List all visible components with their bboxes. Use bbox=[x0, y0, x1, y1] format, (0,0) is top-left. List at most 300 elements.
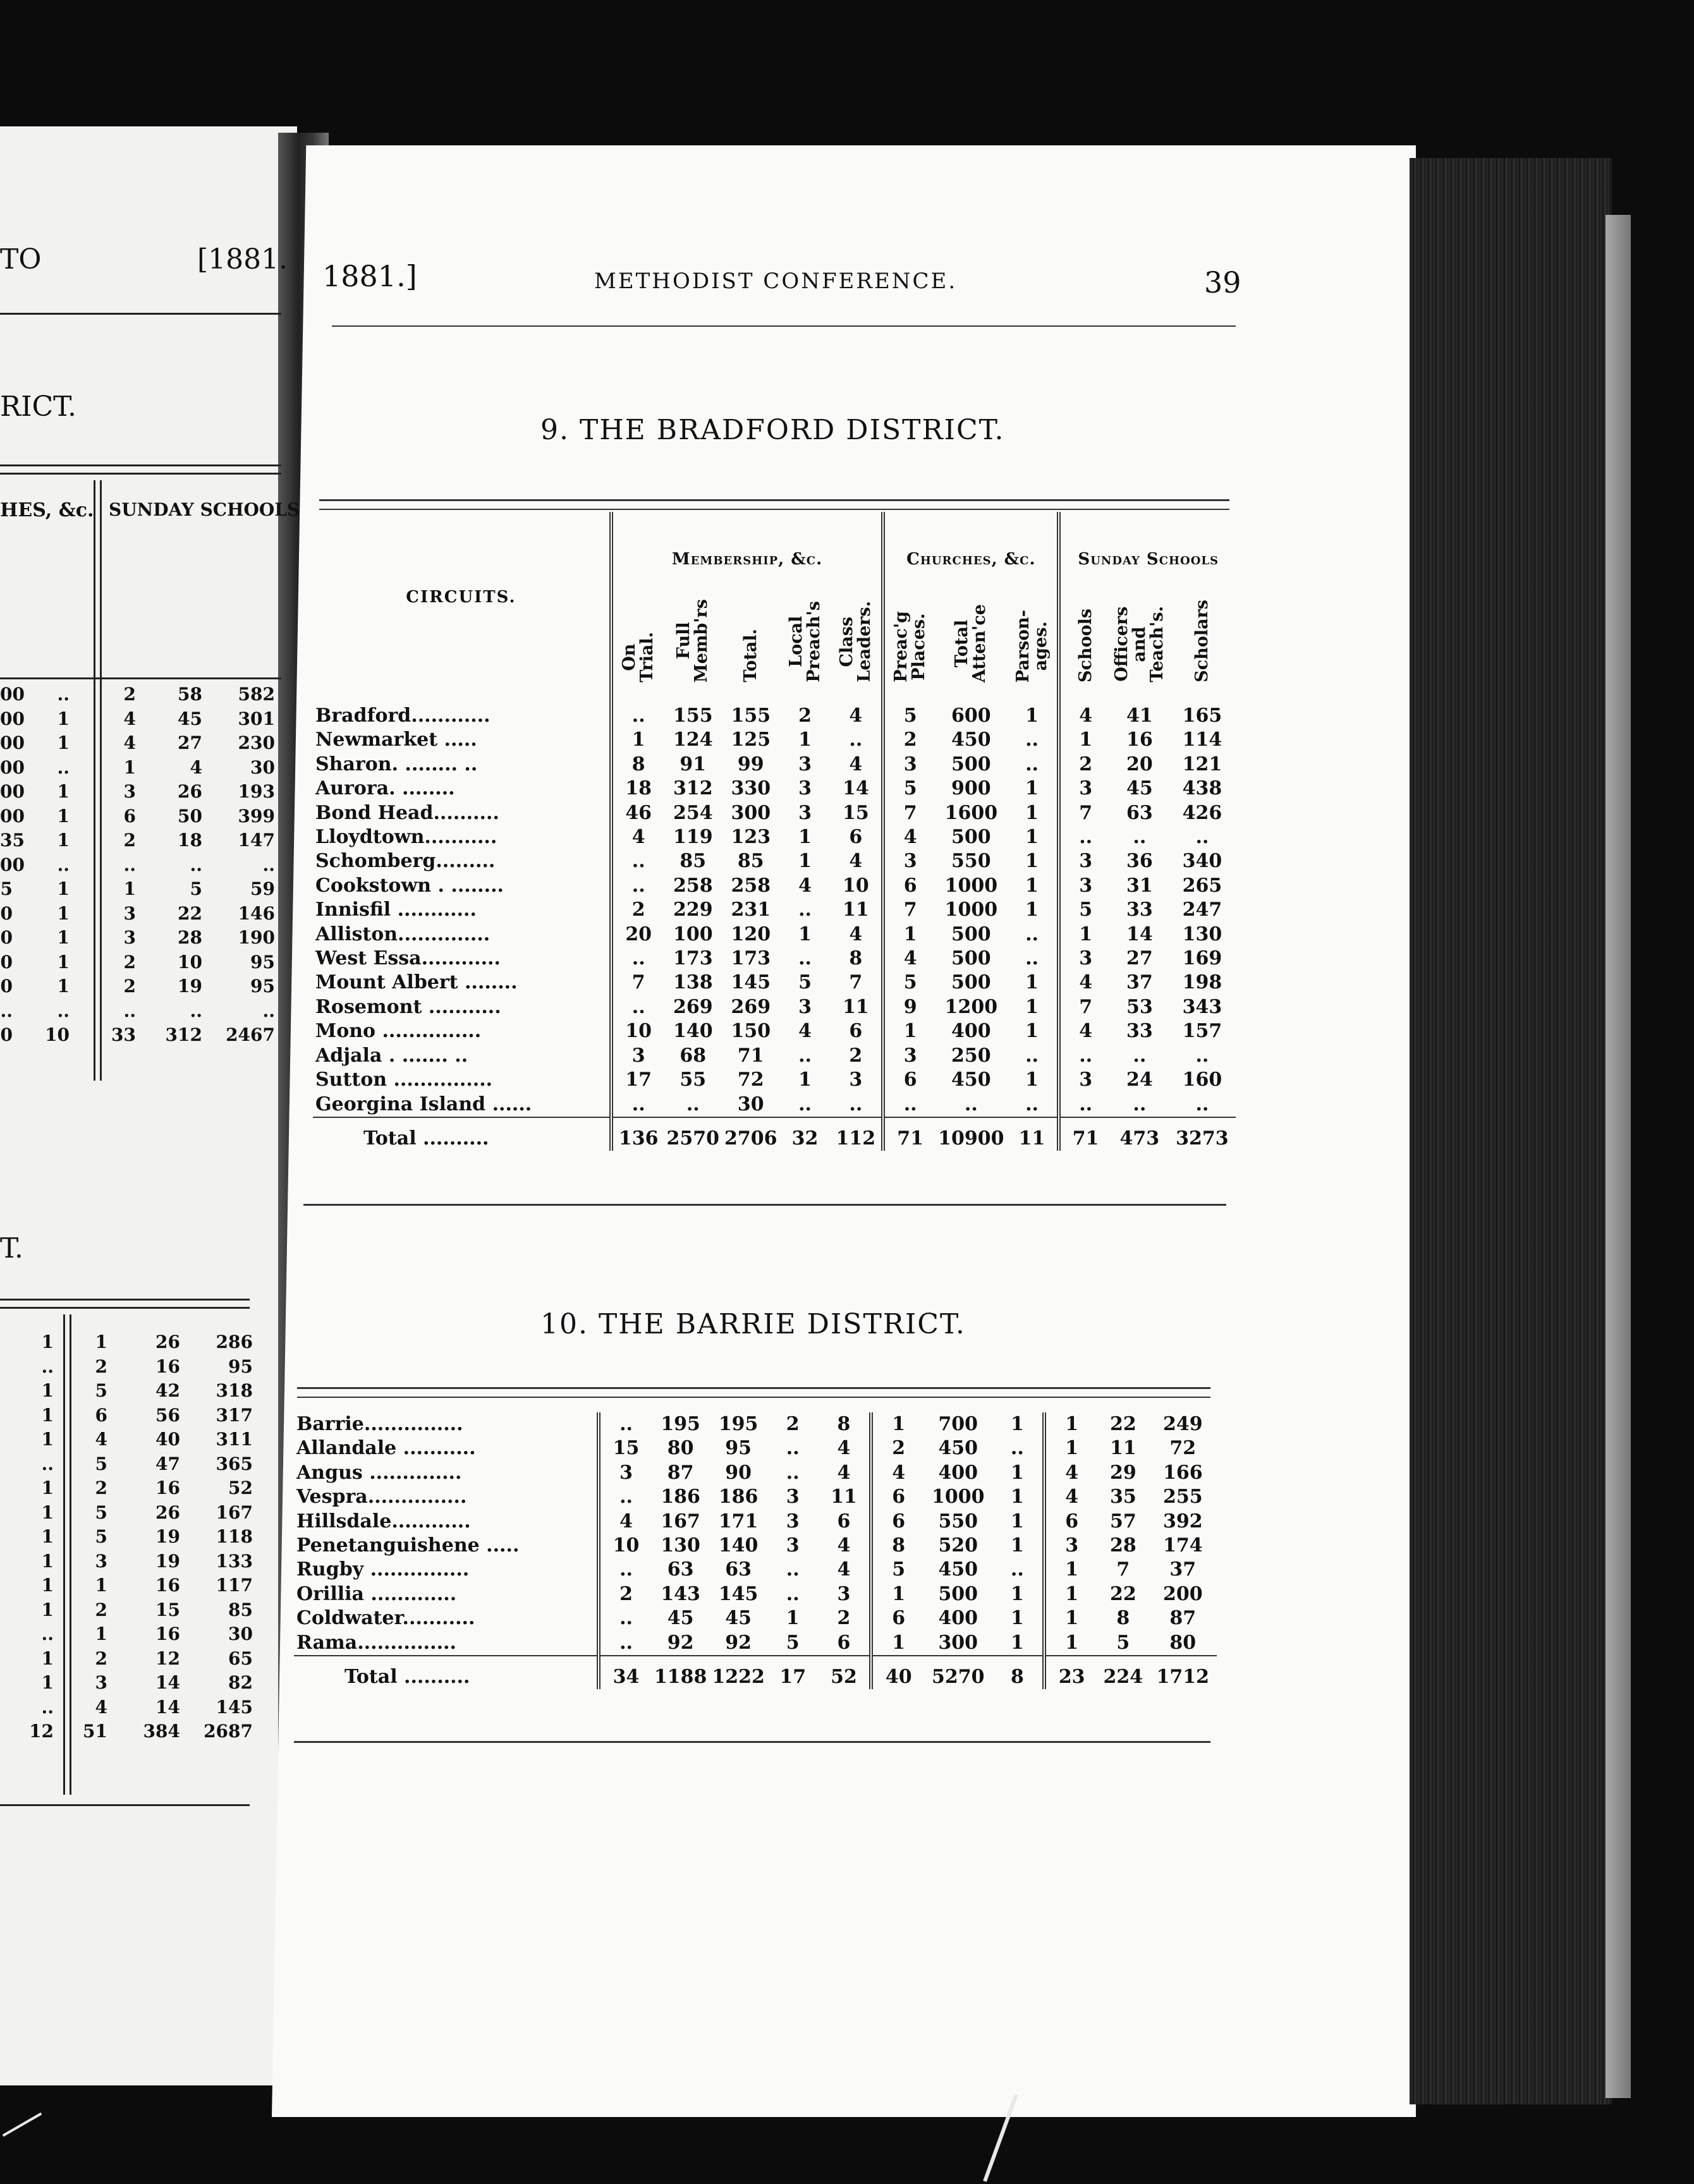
table-cell: 123 bbox=[731, 826, 771, 849]
circuit-name: Rosemont ........... bbox=[313, 995, 611, 1019]
table-cell: 3 bbox=[1079, 1069, 1093, 1091]
table-cell: 265 bbox=[1182, 874, 1222, 897]
table-cell: 1 bbox=[1007, 874, 1059, 898]
table-cell: .. bbox=[786, 1437, 800, 1460]
total-cell: 3273 bbox=[1169, 1117, 1236, 1151]
table-cell: .. bbox=[631, 947, 645, 970]
header-rule bbox=[332, 325, 1236, 327]
table-cell: 35 bbox=[1109, 1486, 1136, 1508]
table-cell: 300 bbox=[731, 801, 771, 824]
table-cell: 6 bbox=[892, 1486, 906, 1508]
table-cell: 90 bbox=[725, 1461, 752, 1484]
table-cell: 1 bbox=[1079, 729, 1093, 751]
table-cell: 258 bbox=[731, 874, 771, 897]
circuit-name: Schomberg......... bbox=[313, 849, 611, 873]
table-cell: 4 bbox=[619, 1510, 633, 1532]
table-cell: 700 bbox=[938, 1413, 978, 1435]
table-cell: 87 bbox=[667, 1461, 694, 1484]
column-heading bbox=[611, 569, 664, 682]
table-cell: 14 bbox=[1126, 923, 1153, 945]
total-cell: 23 bbox=[1044, 1656, 1097, 1689]
table-cell: 1 bbox=[903, 1020, 917, 1043]
circuit-name: Lloydtown........... bbox=[313, 825, 611, 849]
circuit-name: Adjala . ....... .. bbox=[313, 1044, 611, 1068]
table-cell: .. bbox=[1133, 1044, 1147, 1067]
table-cell: 37 bbox=[1126, 971, 1153, 994]
column-heading bbox=[1111, 569, 1169, 682]
table-cell: 63 bbox=[725, 1558, 752, 1581]
sunday-schools-heading: Sunday Schools bbox=[1078, 550, 1219, 569]
table-cell: 72 bbox=[1169, 1437, 1197, 1460]
left-col-parsonages: .. 1 1 .. 1 1 1 .. 1 1 1 1 1 .. 10 bbox=[45, 684, 70, 1045]
table-cell: 99 bbox=[737, 753, 764, 775]
table-cell: 550 bbox=[938, 1510, 978, 1532]
column-heading bbox=[780, 569, 831, 682]
column-heading bbox=[1169, 569, 1236, 682]
table-row bbox=[313, 728, 1236, 752]
circuit-name: Rama............... bbox=[294, 1631, 599, 1656]
circuit-name: Bradford............ bbox=[313, 682, 611, 728]
table-row bbox=[294, 1436, 1217, 1460]
left2-col-parsonages: 1 .. 1 1 1 .. 1 1 1 1 1 1 .. 1 1 .. 12 bbox=[29, 1332, 54, 1742]
table-cell: 92 bbox=[667, 1631, 694, 1654]
table-cell: 8 bbox=[631, 753, 645, 775]
table-cell: 5 bbox=[903, 705, 917, 727]
table-cell: 450 bbox=[951, 1069, 991, 1091]
table-cell: 1600 bbox=[944, 801, 998, 824]
table-top-rule bbox=[297, 1387, 1210, 1389]
table-cell: 600 bbox=[951, 705, 991, 727]
table-cell: 2 bbox=[892, 1437, 906, 1460]
total-cell: 136 bbox=[611, 1117, 664, 1151]
table-row bbox=[294, 1631, 1217, 1656]
table-cell: 7 bbox=[1079, 995, 1093, 1018]
table-cell: 1000 bbox=[932, 1486, 985, 1508]
barrie-title: 10. THE BARRIE DISTRICT. bbox=[540, 1308, 966, 1340]
table-cell: 229 bbox=[673, 899, 713, 921]
membership-heading: Membership, &c. bbox=[611, 512, 883, 569]
bradford-table bbox=[313, 512, 1236, 1151]
table-cell: 450 bbox=[938, 1437, 978, 1460]
table-cell: 2 bbox=[903, 729, 917, 751]
stray-mark bbox=[3, 2113, 42, 2137]
table-cell: 3 bbox=[798, 753, 812, 775]
table-cell: 18 bbox=[625, 777, 652, 800]
table-cell: 28 bbox=[1109, 1534, 1136, 1557]
table-cell: 10 bbox=[831, 874, 884, 898]
table-cell: 4 bbox=[1079, 1020, 1093, 1043]
table-cell: 1 bbox=[992, 1582, 1044, 1606]
total-cell: 34 bbox=[599, 1656, 652, 1689]
table-cell: 4 bbox=[1079, 705, 1093, 727]
table-cell: 45 bbox=[725, 1607, 752, 1630]
table-cell: 140 bbox=[673, 1020, 713, 1043]
table-cell: 167 bbox=[661, 1510, 700, 1532]
table-cell: 6 bbox=[903, 874, 917, 897]
table-cell: .. bbox=[798, 947, 812, 970]
table-row bbox=[313, 971, 1236, 995]
table-cell: 186 bbox=[718, 1486, 759, 1508]
table-cell: 330 bbox=[731, 777, 771, 800]
table-cell: 1 bbox=[1007, 825, 1059, 849]
table-cell: 11 bbox=[819, 1485, 872, 1509]
table-cell: 71 bbox=[737, 1044, 764, 1067]
table-cell: .. bbox=[619, 1631, 633, 1654]
table-cell: .. bbox=[1195, 826, 1209, 849]
table-cell: 1 bbox=[992, 1631, 1044, 1656]
table-cell: 11 bbox=[1109, 1437, 1136, 1460]
total-cell: 8 bbox=[992, 1656, 1044, 1689]
table-cell: 36 bbox=[1126, 850, 1153, 873]
table-cell: 1 bbox=[992, 1606, 1044, 1630]
table-cell: 1 bbox=[992, 1485, 1044, 1509]
table-cell: 5 bbox=[903, 777, 917, 800]
table-cell: 157 bbox=[1182, 1020, 1222, 1043]
table-cell: 171 bbox=[718, 1510, 759, 1532]
table-cell: 4 bbox=[903, 826, 917, 849]
table-cell: 1 bbox=[631, 729, 645, 751]
table-row bbox=[313, 947, 1236, 971]
column-heading-label: Local Preach's bbox=[786, 601, 824, 682]
table-cell: 1 bbox=[1007, 777, 1059, 801]
table-cell: 80 bbox=[667, 1437, 694, 1460]
table-cell: 7 bbox=[831, 971, 884, 995]
table-cell: 3 bbox=[819, 1582, 872, 1606]
table-cell: 6 bbox=[819, 1631, 872, 1656]
left-table-rule bbox=[0, 473, 281, 475]
table-cell: 143 bbox=[661, 1582, 700, 1605]
left-table-rule bbox=[0, 464, 281, 466]
table-cell: .. bbox=[631, 1093, 645, 1115]
total-cell: 11 bbox=[1007, 1117, 1059, 1151]
left-col-scholars: 582 301 230 30 193 399 147 .. 59 146 190 95 95 .. 2467 bbox=[226, 684, 275, 1045]
table-cell: 450 bbox=[951, 729, 991, 751]
table-cell: 343 bbox=[1182, 995, 1222, 1018]
table-row bbox=[294, 1582, 1217, 1606]
table-cell: 4 bbox=[1079, 971, 1093, 994]
table-cell: 145 bbox=[718, 1582, 759, 1605]
total-cell: 17 bbox=[767, 1656, 819, 1689]
table-cell: 500 bbox=[951, 826, 991, 849]
table-cell: 4 bbox=[1065, 1486, 1079, 1508]
table-cell: 195 bbox=[718, 1413, 759, 1435]
column-heading bbox=[883, 569, 935, 682]
circuit-name: Innisfil ............ bbox=[313, 898, 611, 922]
table-row bbox=[313, 995, 1236, 1019]
table-cell: 166 bbox=[1162, 1461, 1203, 1484]
table-cell: .. bbox=[619, 1486, 633, 1508]
circuit-name: Rugby ............... bbox=[294, 1558, 599, 1582]
table-top-rule bbox=[319, 509, 1229, 510]
table-cell: .. bbox=[964, 1093, 978, 1115]
table-cell: 4 bbox=[903, 947, 917, 970]
circuit-name: Allandale ........... bbox=[294, 1436, 599, 1460]
column-heading-label: Total. bbox=[740, 629, 760, 682]
bradford-title: 9. THE BRADFORD DISTRICT. bbox=[540, 414, 1005, 446]
table-cell: 1 bbox=[892, 1631, 906, 1654]
table-cell: 3 bbox=[619, 1461, 633, 1484]
total-cell: 10900 bbox=[935, 1117, 1006, 1151]
table-cell: 33 bbox=[1126, 1020, 1153, 1043]
table-cell: .. bbox=[786, 1582, 800, 1605]
table-cell: 11 bbox=[831, 995, 884, 1019]
table-cell: 3 bbox=[1065, 1534, 1079, 1557]
table-row bbox=[313, 874, 1236, 898]
table-cell: 7 bbox=[1079, 801, 1093, 824]
table-cell: 1 bbox=[903, 923, 917, 945]
table-cell: 173 bbox=[673, 947, 713, 970]
table-cell: 4 bbox=[631, 826, 645, 849]
circuit-name: Aurora. ........ bbox=[313, 777, 611, 801]
total-cell: 32 bbox=[780, 1117, 831, 1151]
running-title: METHODIST CONFERENCE. bbox=[594, 269, 958, 294]
table-row bbox=[294, 1534, 1217, 1558]
column-heading-label: Scholars bbox=[1191, 600, 1212, 682]
table-cell: 16 bbox=[1126, 729, 1153, 751]
table-cell: 7 bbox=[1116, 1558, 1130, 1581]
table-cell: 500 bbox=[951, 947, 991, 970]
left-column-divider bbox=[94, 480, 95, 1081]
table-cell: 269 bbox=[673, 995, 713, 1018]
table-cell: 27 bbox=[1126, 947, 1153, 970]
table-cell: .. bbox=[631, 995, 645, 1018]
table-cell: 4 bbox=[831, 923, 884, 947]
page-number: 39 bbox=[1204, 265, 1241, 300]
table-cell: 20 bbox=[1126, 753, 1153, 775]
table-row bbox=[313, 777, 1236, 801]
table-cell: 5 bbox=[903, 971, 917, 994]
table-cell: 1 bbox=[1007, 1019, 1059, 1043]
table-cell: 195 bbox=[661, 1413, 700, 1435]
table-cell: 426 bbox=[1182, 801, 1222, 824]
table-row bbox=[313, 849, 1236, 873]
table-cell: 4 bbox=[831, 682, 884, 728]
table-cell: 198 bbox=[1182, 971, 1222, 994]
table-cell: 438 bbox=[1182, 777, 1222, 800]
table-cell: 1 bbox=[992, 1510, 1044, 1534]
table-cell: 1 bbox=[1065, 1558, 1079, 1581]
table-cell: 31 bbox=[1126, 874, 1153, 897]
table-cell: 1 bbox=[1065, 1631, 1079, 1654]
table-cell: 29 bbox=[1109, 1461, 1136, 1484]
table-cell: 130 bbox=[661, 1534, 700, 1557]
table-cell: 1 bbox=[992, 1534, 1044, 1558]
table-cell: 140 bbox=[718, 1534, 759, 1557]
table-cell: 124 bbox=[673, 729, 713, 751]
table-cell: 400 bbox=[938, 1461, 978, 1484]
table-cell: .. bbox=[1079, 1093, 1093, 1115]
left-column-divider bbox=[70, 1314, 71, 1795]
table-cell: 520 bbox=[938, 1534, 978, 1557]
table-row bbox=[294, 1606, 1217, 1630]
table-cell: 3 bbox=[786, 1486, 800, 1508]
circuit-name: Cookstown . ........ bbox=[313, 874, 611, 898]
table-cell: .. bbox=[686, 1093, 700, 1115]
table-cell: 500 bbox=[951, 971, 991, 994]
table-cell: 15 bbox=[612, 1437, 640, 1460]
table-cell: 2 bbox=[831, 1044, 884, 1068]
table-cell: 2 bbox=[619, 1582, 633, 1605]
table-cell: 3 bbox=[903, 1044, 917, 1067]
table-cell: 4 bbox=[831, 753, 884, 777]
table-cell: .. bbox=[786, 1461, 800, 1484]
table-cell: 91 bbox=[679, 753, 707, 775]
table-cell: .. bbox=[992, 1436, 1044, 1460]
circuit-name: Orillia ............. bbox=[294, 1582, 599, 1606]
table-cell: 68 bbox=[679, 1044, 707, 1067]
table-cell: .. bbox=[1195, 1044, 1209, 1067]
total-cell: 71 bbox=[1059, 1117, 1110, 1151]
table-cell: 5 bbox=[1116, 1631, 1130, 1654]
table-cell: 4 bbox=[798, 1020, 812, 1043]
table-cell: 169 bbox=[1182, 947, 1222, 970]
table-cell: 5 bbox=[892, 1558, 906, 1581]
column-heading-label: Schools bbox=[1075, 608, 1095, 682]
table-cell: 63 bbox=[1126, 801, 1153, 824]
table-cell: 250 bbox=[951, 1044, 991, 1067]
circuit-name: Hillsdale............ bbox=[294, 1510, 599, 1534]
table-cell: 1 bbox=[1079, 923, 1093, 945]
total-cell: 5270 bbox=[924, 1656, 992, 1689]
table-cell: 500 bbox=[951, 923, 991, 945]
table-cell: 87 bbox=[1169, 1607, 1197, 1630]
table-cell: .. bbox=[619, 1607, 633, 1630]
table-cell: 5 bbox=[1079, 899, 1093, 921]
left-col-atten: 00 00 00 00 00 00 35 00 5 0 0 0 0 .. 0 bbox=[0, 684, 25, 1045]
table-cell: 6 bbox=[831, 1019, 884, 1043]
table-cell: 1 bbox=[1065, 1607, 1079, 1630]
table-cell: 1200 bbox=[944, 995, 998, 1018]
table-cell: 85 bbox=[737, 850, 764, 873]
table-cell: 300 bbox=[938, 1631, 978, 1654]
left-header-fragment: TO bbox=[0, 243, 42, 276]
left2-col-officers: 26 16 42 56 40 47 16 26 19 19 16 15 16 12 14 14 384 bbox=[143, 1332, 180, 1742]
table-cell: 3 bbox=[631, 1044, 645, 1067]
table-cell: 1 bbox=[786, 1607, 800, 1630]
table-cell: 9 bbox=[903, 995, 917, 1018]
table-cell: 3 bbox=[798, 777, 812, 800]
table-cell: 1 bbox=[1065, 1413, 1079, 1435]
total-label: Total .......... bbox=[313, 1117, 611, 1151]
table-cell: 3 bbox=[786, 1534, 800, 1557]
table-cell: 95 bbox=[725, 1437, 752, 1460]
table-cell: 24 bbox=[1126, 1069, 1153, 1091]
table-cell: 3 bbox=[786, 1510, 800, 1532]
table-cell: 119 bbox=[673, 826, 713, 849]
circuit-name: Georgina Island ...... bbox=[313, 1093, 611, 1117]
table-cell: 53 bbox=[1126, 995, 1153, 1018]
table-cell: 3 bbox=[903, 850, 917, 873]
table-cell: .. bbox=[798, 1044, 812, 1067]
table-cell: 186 bbox=[661, 1486, 700, 1508]
table-cell: .. bbox=[1007, 947, 1059, 971]
table-cell: 7 bbox=[631, 971, 645, 994]
column-heading bbox=[1059, 569, 1110, 682]
table-cell: 22 bbox=[1109, 1582, 1136, 1605]
table-cell: 400 bbox=[938, 1607, 978, 1630]
table-cell: 160 bbox=[1182, 1069, 1222, 1091]
bradford-bottom-rule bbox=[303, 1204, 1226, 1206]
table-cell: 37 bbox=[1169, 1558, 1197, 1581]
table-row bbox=[294, 1412, 1217, 1436]
table-cell: 63 bbox=[667, 1558, 694, 1581]
table-cell: 269 bbox=[731, 995, 771, 1018]
left-column-divider bbox=[100, 480, 102, 1081]
table-cell: 1 bbox=[798, 850, 812, 873]
left-second-rule bbox=[0, 1307, 250, 1309]
table-cell: .. bbox=[1007, 753, 1059, 777]
table-cell: 258 bbox=[673, 874, 713, 897]
table-cell: 2 bbox=[798, 705, 812, 727]
circuit-name: Mono ............... bbox=[313, 1019, 611, 1043]
table-top-rule bbox=[319, 499, 1229, 501]
table-cell: 2 bbox=[1079, 753, 1093, 775]
left-header-bottom-rule bbox=[0, 677, 281, 679]
column-heading bbox=[935, 569, 1006, 682]
table-cell: 114 bbox=[1182, 729, 1222, 751]
table-row bbox=[294, 1558, 1217, 1582]
table-cell: 7 bbox=[903, 801, 917, 824]
table-cell: 1 bbox=[1007, 801, 1059, 825]
table-cell: 8 bbox=[892, 1534, 906, 1557]
column-heading-label: On Trial. bbox=[619, 632, 657, 682]
table-cell: 138 bbox=[673, 971, 713, 994]
table-row bbox=[294, 1510, 1217, 1534]
table-cell: .. bbox=[1195, 1093, 1209, 1115]
table-row bbox=[313, 1019, 1236, 1043]
circuit-name: Barrie............... bbox=[294, 1412, 599, 1436]
table-cell: 5 bbox=[786, 1631, 800, 1654]
left-second-rule bbox=[0, 1299, 250, 1301]
column-heading-label: Class Leaders. bbox=[836, 601, 874, 682]
table-cell: 165 bbox=[1182, 705, 1222, 727]
table-cell: .. bbox=[786, 1558, 800, 1581]
table-cell: 8 bbox=[819, 1412, 872, 1436]
table-cell: 92 bbox=[725, 1631, 752, 1654]
total-cell: 1188 bbox=[652, 1656, 710, 1689]
table-row bbox=[313, 801, 1236, 825]
total-cell: 71 bbox=[883, 1117, 935, 1151]
table-cell: 8 bbox=[831, 947, 884, 971]
circuit-name: Penetanguishene ..... bbox=[294, 1534, 599, 1558]
circuit-name: Sutton ............... bbox=[313, 1068, 611, 1092]
table-cell: 249 bbox=[1162, 1413, 1203, 1435]
table-cell: 1 bbox=[798, 923, 812, 945]
column-heading-label: Total Atten'ce bbox=[952, 604, 990, 682]
table-cell: .. bbox=[903, 1093, 917, 1115]
table-cell: 130 bbox=[1182, 923, 1222, 945]
circuit-name: West Essa............ bbox=[313, 947, 611, 971]
table-cell: 4 bbox=[798, 874, 812, 897]
table-cell: .. bbox=[619, 1558, 633, 1581]
table-cell: 340 bbox=[1182, 850, 1222, 873]
table-cell: 1 bbox=[1065, 1582, 1079, 1605]
table-cell: 247 bbox=[1182, 899, 1222, 921]
table-top-rule bbox=[297, 1397, 1210, 1398]
total-row bbox=[294, 1656, 1217, 1689]
table-cell: 1 bbox=[992, 1412, 1044, 1436]
circuit-name: Angus .............. bbox=[294, 1461, 599, 1485]
table-cell: 125 bbox=[731, 729, 771, 751]
table-cell: 155 bbox=[731, 705, 771, 727]
table-cell: 450 bbox=[938, 1558, 978, 1581]
left-group-sunday: SUNDAY SCHOOLS bbox=[109, 499, 300, 520]
table-cell: 46 bbox=[625, 801, 652, 824]
table-cell: .. bbox=[1007, 1044, 1059, 1068]
total-cell: 2706 bbox=[722, 1117, 780, 1151]
table-cell: 100 bbox=[673, 923, 713, 945]
table-cell: 1000 bbox=[944, 899, 998, 921]
